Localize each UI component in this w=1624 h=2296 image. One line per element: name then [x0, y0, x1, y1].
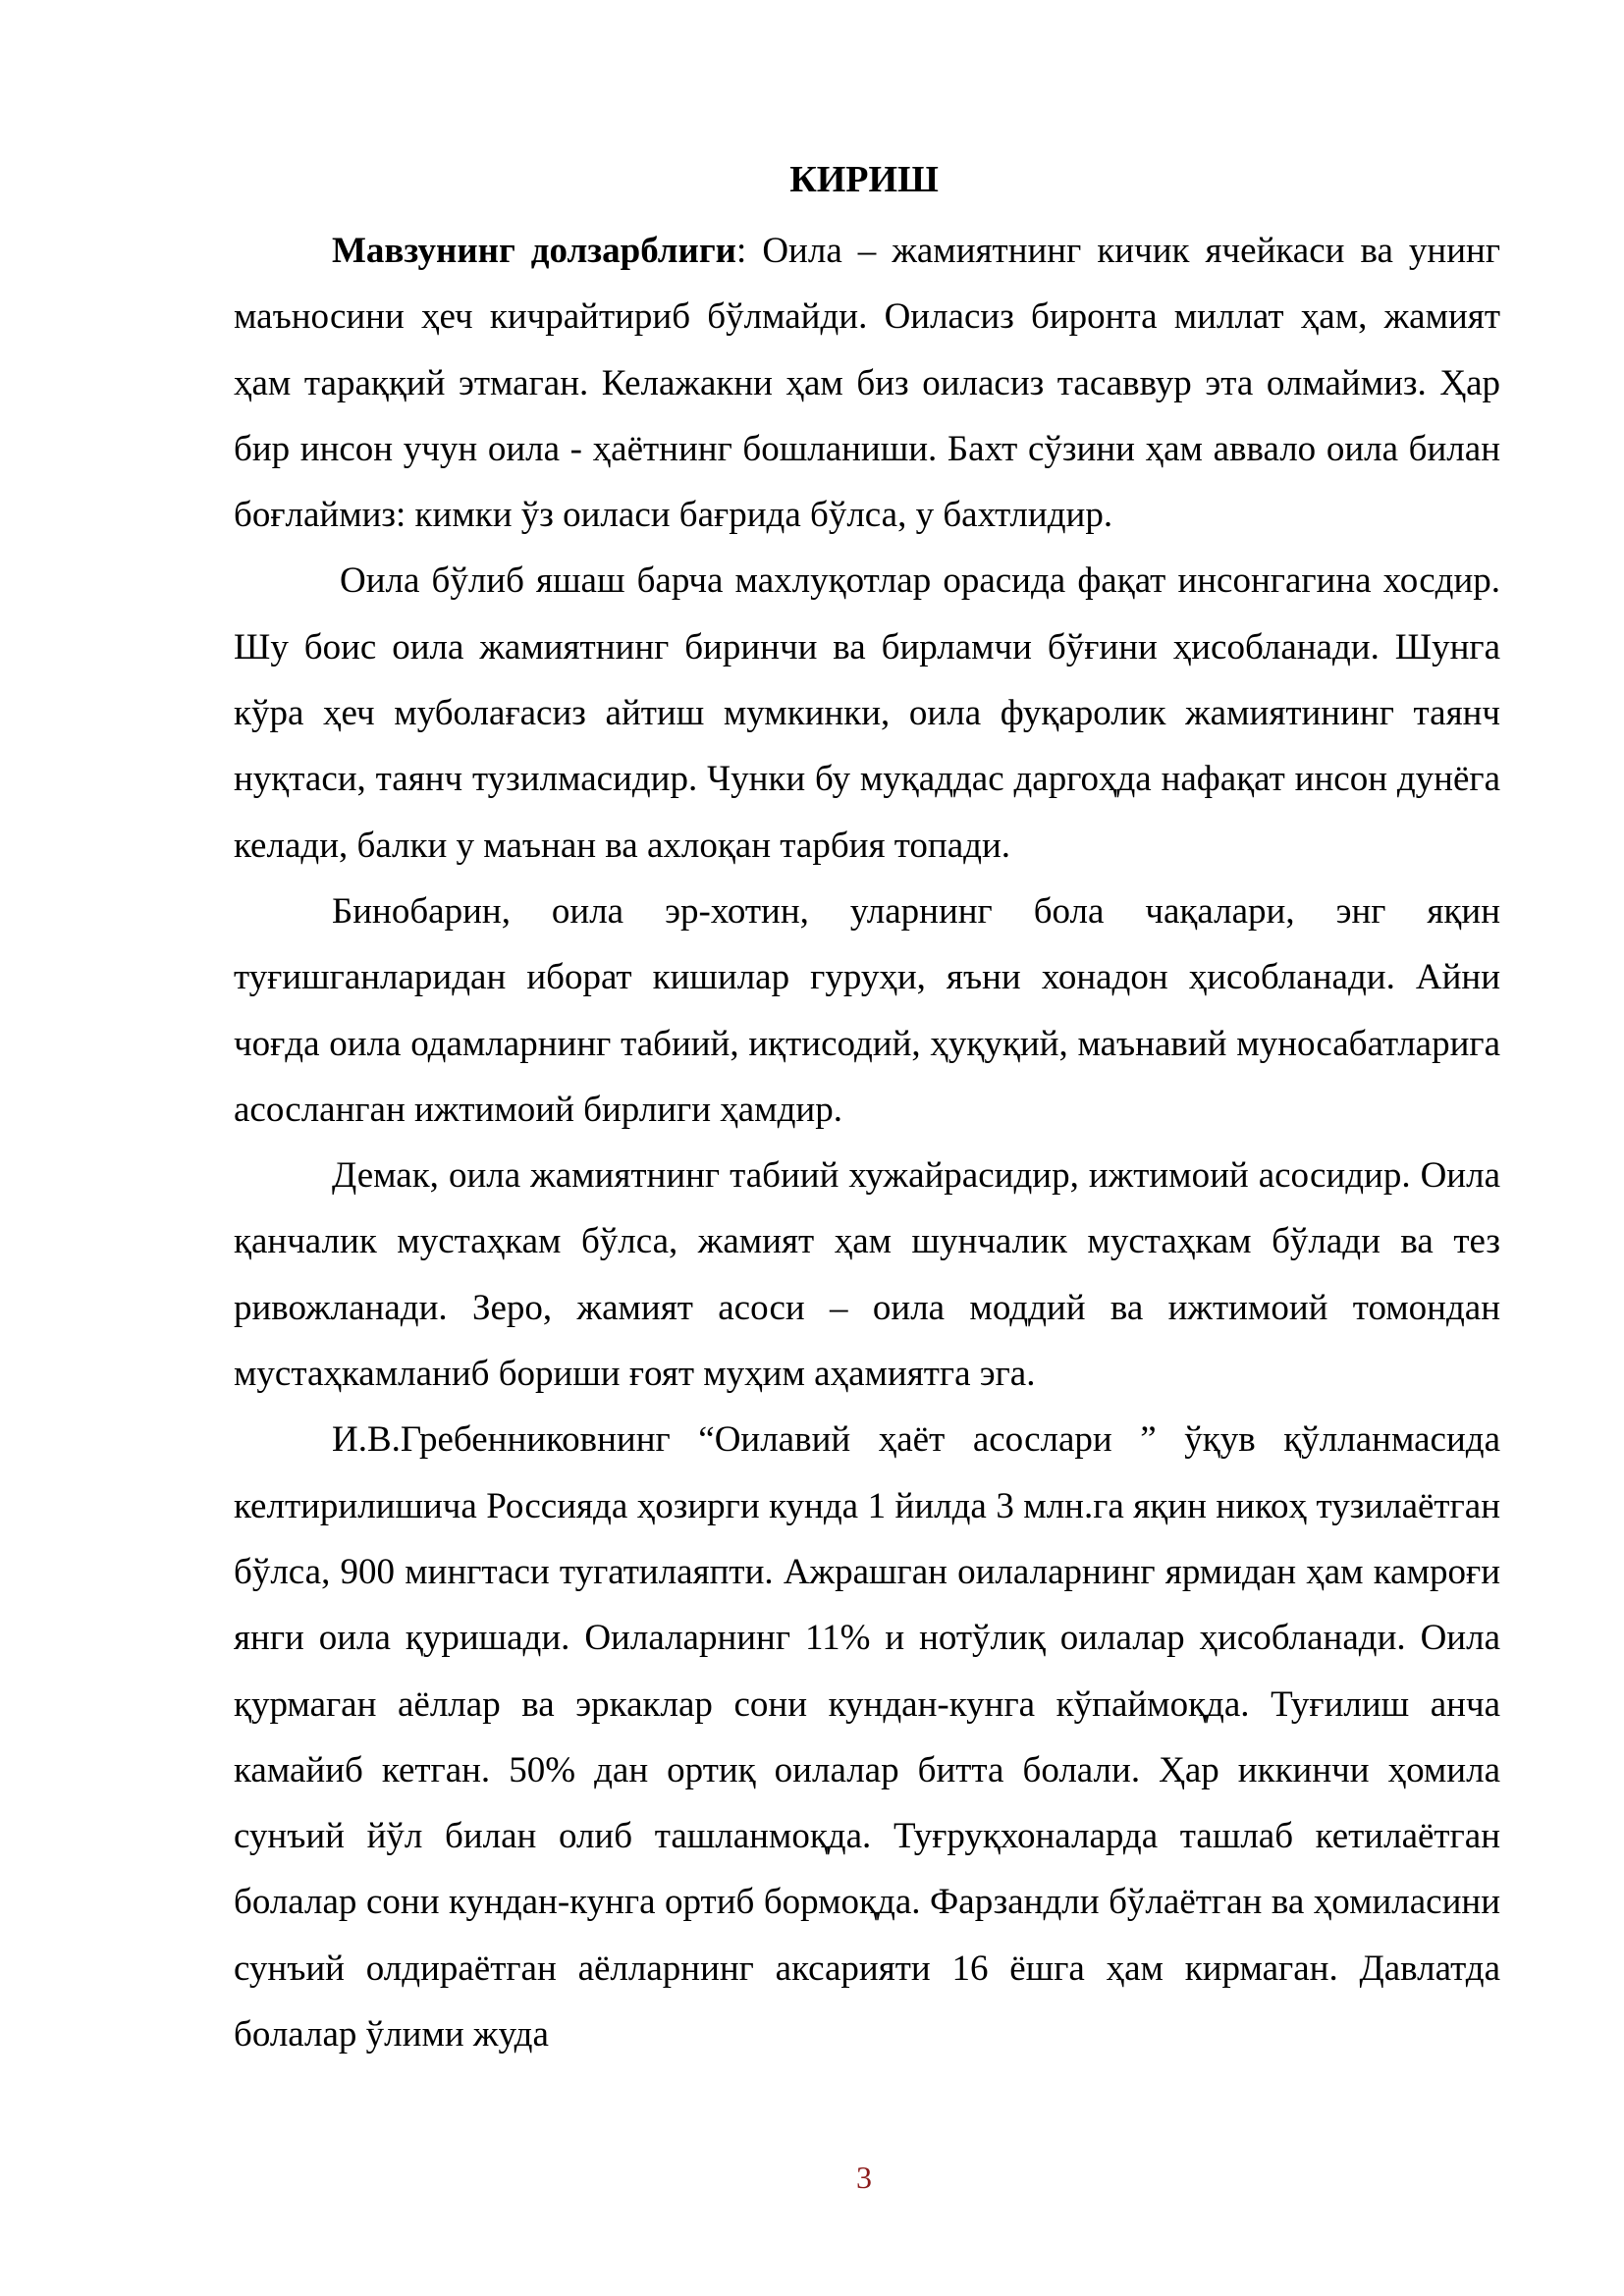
paragraph-text: : Оила – жамиятнинг кичик ячейкаси ва унинг маъносини ҳеч кичрайтириб бўлмайди. Оиласиз биронта миллат ҳам, жамият ҳам тараққий этмаган. Келажакни ҳам биз оиласиз тасаввур эта олмаймиз. Ҳар бир инсон учун оила - ҳаётнинг бошланиши. Бахт сўзини ҳам аввало оила билан боғлаймиз: кимки ўз оиласи бағрида бўлса, у бахтлидир.	[234, 231, 1500, 536]
paragraph: Оила бўлиб яшаш барча махлуқотлар орасида фақат инсонгагина хосдир. Шу боис оила жамиятнинг биринчи ва бирламчи бўғини ҳисобланади. Шунга кўра ҳеч муболағасиз айтиш мумкинки, оила фуқаролик жамиятининг таянч нуқтаси, таянч тузилмасидир. Чунки бу муқаддас даргоҳда нафақат инсон дунёга келади, балки у маънан ва ахлоқан тарбия топади.	[234, 561, 1500, 866]
body-text	[234, 218, 1500, 2067]
paragraph: И.В.Гребенниковнинг “Оилавий ҳаёт асослари ” ўқув қўлланмасида келтирилишича Россияда ҳозирги кунда 1 йилда 3 млн.га яқин никоҳ тузилаётган бўлса, 900 мингтаси тугатилаяпти. Ажрашган оилаларнинг ярмидан ҳам камроғи янги оила қуришади. Оилаларнинг 11% и нотўлиқ оилалар ҳисобланади. Оила қурмаган аёллар ва эркаклар сони кундан-кунга кўпаймоқда. Туғилиш анча камайиб кетган. 50% дан ортиқ оилалар битта болали. Ҳар иккинчи ҳомила сунъий йўл билан олиб ташланмоқда. Туғруқхоналарда ташлаб кетилаётган болалар сони кундан-кунга ортиб бормоқда. Фарзандли бўлаётган ва ҳомиласини сунъий олдираётган аёлларнинг аксарияти 16 ёшга ҳам кирмаган. Давлатда болалар ўлими жуда	[234, 1419, 1500, 2056]
paragraph: Бинобарин, оила эр-хотин, уларнинг бола чақалари, энг яқин туғишганларидан иборат кишилар гуруҳи, яъни хонадон ҳисобланади. Айни чоғда оила одамларнинг табиий, иқтисодий, ҳуқуқий, маънавий муносабатларига асосланган ижтимоий бирлиги ҳамдир.	[234, 890, 1500, 1130]
relevance-heading: Мавзунинг долзарблиги	[332, 231, 737, 271]
page-title: КИРИШ	[789, 159, 939, 200]
paragraph-relevance	[234, 218, 1500, 548]
page-number: 3	[856, 2160, 872, 2195]
paragraph: Демак, оила жамиятнинг табиий хужайрасидир, ижтимоий асосидир. Оила қанчалик мустаҳкам бўлса, жамият ҳам шунчалик мустаҳкам бўлади ва тез ривожланади. Зеро, жамият асоси – оила моддий ва ижтимоий томондан мустаҳкамланиб бориши ғоят муҳим аҳамиятга эга.	[234, 1155, 1500, 1395]
